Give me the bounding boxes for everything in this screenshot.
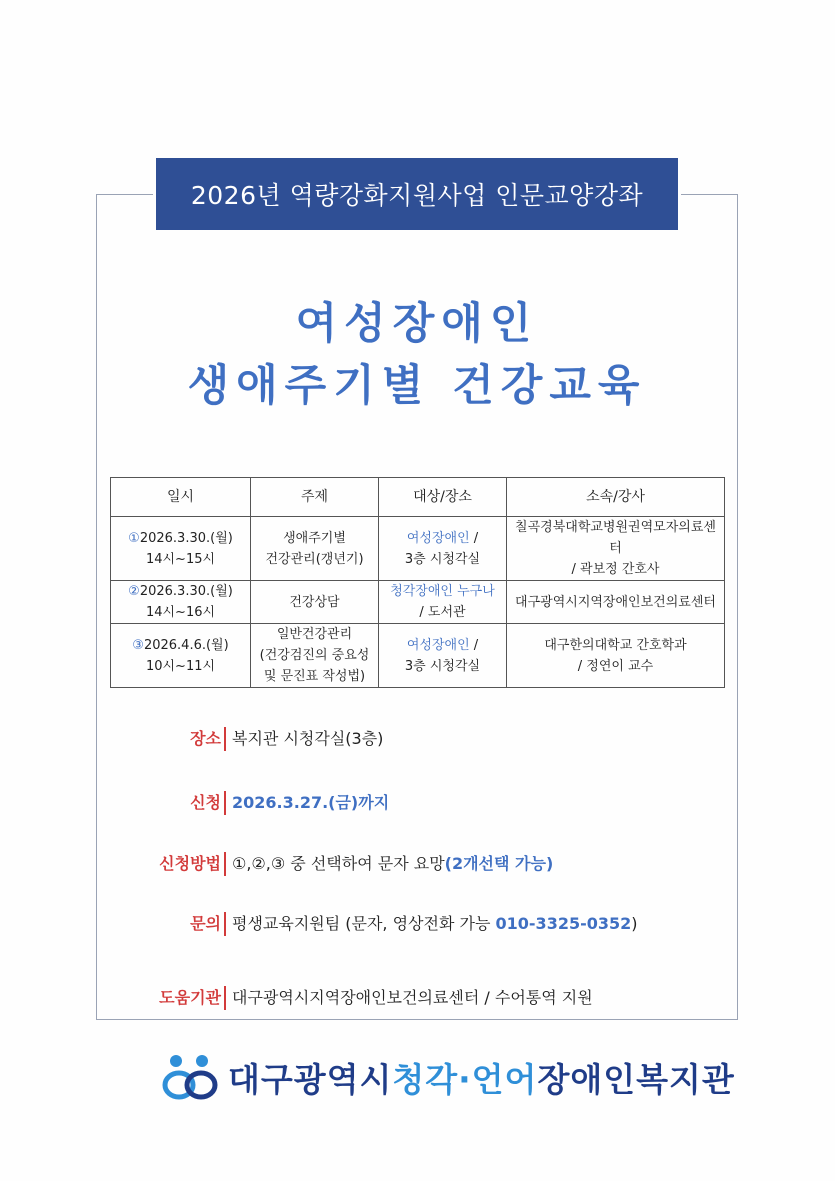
- org-line: 칠곡경북대학교병원권역모자의료센터: [515, 520, 716, 556]
- topic-line: 건강관리(갱년기): [265, 551, 364, 567]
- topic-line: 및 문진표 작성법): [263, 669, 366, 684]
- org-line: / 정연이 교수: [577, 658, 654, 674]
- cell-topic: [251, 624, 379, 688]
- info-place: [0, 724, 835, 754]
- table-row: [111, 517, 725, 581]
- org-name-highlight: 청각·언어: [392, 1059, 538, 1099]
- target-audience: 청각장애인 누구나: [390, 584, 495, 599]
- header-instructor: 소속/강사: [507, 478, 725, 517]
- main-title-line2: 생애주기별 건강교육: [187, 361, 647, 411]
- target-separator: /: [469, 637, 479, 653]
- org-name-part: 장애인복지관: [537, 1059, 735, 1099]
- info-value: [232, 849, 553, 879]
- contact-tail: ): [631, 914, 638, 933]
- session-number: ②: [128, 584, 140, 599]
- divider: [224, 912, 226, 936]
- session-date: 2026.3.30.(월): [139, 530, 233, 546]
- org-line: 대구한의대학교 간호학과: [544, 637, 687, 653]
- info-apply: [0, 788, 835, 818]
- contact-phone: 010-3325-0352: [495, 914, 632, 933]
- target-audience: 여성장애인: [406, 530, 470, 546]
- header-target: 대상/장소: [379, 478, 507, 517]
- topic-line: 건강상담: [289, 594, 340, 610]
- session-time: 10시~11시: [145, 658, 216, 674]
- contact-text: 평생교육지원팀 (문자, 영상전화 가능: [232, 914, 496, 933]
- divider: [224, 727, 226, 751]
- table-row: [111, 624, 725, 688]
- organization-name: [228, 1054, 735, 1101]
- topic-line: 일반건강관리: [276, 627, 353, 642]
- divider: [224, 986, 226, 1010]
- header-topic: 주제: [251, 478, 379, 517]
- info-label: 신청: [190, 793, 221, 812]
- cell-org: [507, 517, 725, 581]
- info-value: 2026.3.27.(금)까지: [232, 793, 390, 812]
- topic-line: 생애주기별: [283, 530, 346, 546]
- header-date: 일시: [111, 478, 251, 517]
- info-value: [232, 909, 638, 939]
- info-label: 장소: [190, 729, 221, 748]
- cell-target: [379, 517, 507, 581]
- org-line: 대구광역시지역장애인보건의료센터: [515, 594, 716, 610]
- org-line: / 곽보정 간호사: [571, 562, 660, 577]
- session-number: ①: [128, 530, 140, 546]
- divider: [224, 852, 226, 876]
- cell-target: [379, 581, 507, 624]
- topic-line: (건강검진의 중요성: [259, 648, 370, 663]
- main-title-line1: 여성장애인: [295, 299, 539, 349]
- cell-target: [379, 624, 507, 688]
- banner: 2026년 역량강화지원사업 인문교양강좌: [156, 158, 678, 230]
- cell-topic: [251, 517, 379, 581]
- session-time: 14시~15시: [145, 551, 216, 567]
- method-note: (2개선택 가능): [444, 854, 554, 873]
- session-time: 14시~16시: [145, 605, 216, 620]
- cell-topic: [251, 581, 379, 624]
- table-header-row: [111, 478, 725, 517]
- method-text: ①,②,③ 중 선택하여 문자 요망: [232, 854, 445, 873]
- info-contact: [0, 909, 835, 939]
- venue: 3층 시청각실: [404, 658, 481, 674]
- session-date: 2026.3.30.(월): [139, 584, 233, 599]
- info-method: [0, 849, 835, 879]
- info-label: 문의: [190, 914, 221, 933]
- info-value: 대구광역시지역장애인보건의료센터 / 수어통역 지원: [232, 988, 593, 1007]
- table-row: [111, 581, 725, 624]
- schedule-table: [110, 477, 725, 688]
- target-audience: 여성장애인: [406, 637, 470, 653]
- target-separator: /: [469, 530, 479, 546]
- info-support: [0, 983, 835, 1013]
- cell-org: [507, 581, 725, 624]
- info-label: 도움기관: [159, 988, 221, 1007]
- info-value: 복지관 시청각실(3층): [232, 729, 384, 748]
- footer: [162, 1052, 735, 1102]
- org-name-part: 대구광역시: [228, 1059, 393, 1099]
- people-rings-icon: [162, 1053, 218, 1101]
- venue: / 도서관: [419, 605, 466, 620]
- info-label: 신청방법: [159, 854, 221, 873]
- cell-date: [111, 517, 251, 581]
- cell-org: [507, 624, 725, 688]
- cell-date: [111, 624, 251, 688]
- venue: 3층 시청각실: [404, 551, 481, 567]
- cell-date: [111, 581, 251, 624]
- session-date: 2026.4.6.(월): [143, 637, 229, 653]
- divider: [224, 791, 226, 815]
- session-number: ③: [132, 637, 144, 653]
